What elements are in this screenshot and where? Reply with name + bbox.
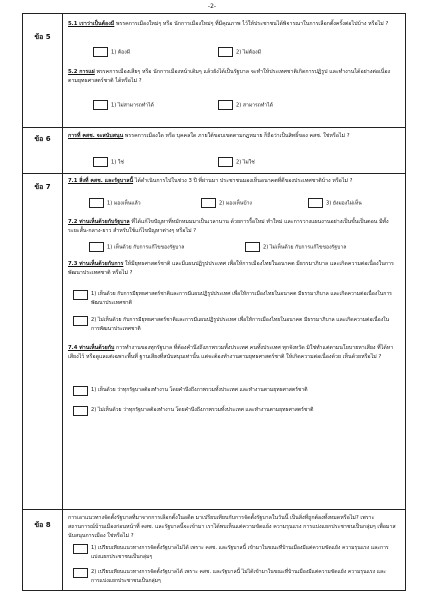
question-7-4-body: การทำงานของทุกรัฐบาล ที่ต้องคำนึงถึงภาพรวมทั้งประเทศ คนทั้งประเทศ ทุกจังหวัด มิใช่ทำแต่ตามนโยบายหาเสียง ที่ได้หาเสียงไว้ หรือดูแลแต่เฉพาะพื้นที่ ฐานเสียงที่สนับสนุนเท่านั้น แต่จะต้องทำงานตามยุทธศาสตร์ชาติ ให้เกิดความต่อเนื่องด้วย เห็นด้วยหรือไม่ ?: [68, 345, 394, 360]
checkbox[interactable]: [89, 198, 104, 208]
row-divider: [23, 127, 405, 128]
question-5-2-text: [68, 68, 400, 86]
question-8-number: ข้อ 8: [34, 521, 51, 529]
question-5-1-text: [68, 20, 400, 29]
question-5-1-body: พรรคการเมืองใหม่ๆ หรือ นักการเมืองใหม่ๆ ที่มีคุณภาพ ไว้ให้ประชาชนได้พิจารณาในการเลือกตั้งครั้งต่อไปบ้าง หรือไม่ ?: [116, 21, 389, 27]
question-7-3-body: ให้มียุทธศาสตร์ชาติ และมีแผนปฏิรูปประเทศ เพื่อให้การเมืองไทยในอนาคต มีธรรมาภิบาล และเกิดความต่อเนื่องในการพัฒนาประเทศชาติ หรือไม่ ?: [68, 261, 394, 276]
q6-option-1[interactable]: 1) ใช่: [93, 157, 124, 167]
question-7-3-text: [68, 260, 400, 278]
checkbox[interactable]: [93, 157, 108, 167]
checkbox[interactable]: [73, 406, 88, 416]
q7-1-option-1[interactable]: 1) มองเห็นแล้ว: [89, 198, 141, 208]
q7-4-option-1[interactable]: 1) เห็นด้วย ว่าทุกรัฐบาลต้องทำงาน โดยคำนึงถึงภาพรวมทั้งประเทศ และทำงานตามยุทธศาสตร์ชาติ: [73, 386, 393, 396]
checkbox[interactable]: [73, 290, 88, 300]
checkbox[interactable]: [218, 100, 233, 110]
checkbox[interactable]: [93, 47, 108, 57]
question-6-body: พรรคการเมืองใด หรือ บุคคลใด ภายใต้ขอบเขตตามกฎหมาย ก็ถือว่าเป็นสิทธิ์ของ คสช. ใช่หรือไม่ ?: [124, 133, 350, 139]
question-7-1-text: [68, 177, 400, 186]
question-7-3-head: 7.3 ท่านเห็นด้วยกับการ: [68, 261, 124, 267]
q8-option-1[interactable]: 1) เปรียบเทียบแนวทางการจัดตั้งรัฐบาลไม่ได้ เพราะ คสช. และรัฐบาลนี้ เข้ามาในขณะที่บ้านเมืองมีแต่ความขัดแย้ง ความรุนแรง และการแบ่งแยกประชาชนเป็นกลุ่มๆ: [73, 544, 393, 561]
q7-1-option-2[interactable]: 2) มองเห็นบ้าง: [201, 198, 252, 208]
checkbox[interactable]: [218, 157, 233, 167]
q8-option-2[interactable]: 2) เปรียบเทียบแนวทางการจัดตั้งรัฐบาลได้ เพราะ คสช. และรัฐบาลนี้ ไม่ได้เข้ามาในขณะที่บ้านเมืองมีแต่ความขัดแย้ง ความรุนแรง และการแบ่งแยกประชาชนเป็นกลุ่มๆ: [73, 568, 393, 585]
checkbox[interactable]: [73, 568, 88, 578]
checkbox[interactable]: [218, 47, 233, 57]
question-7-1-head: 7.1 สิ่งที่ คสช. และรัฐบาลนี้: [68, 178, 134, 184]
q5-1-option-2[interactable]: 2) ไม่ต้องมี: [218, 47, 261, 57]
question-7-1-body: ได้ดำเนินการไปในช่วง 3 ปี ที่ผ่านมา ประชาชนมองเห็นอนาคตที่ดีของประเทศชาติบ้าง หรือไม่ ?: [134, 178, 353, 184]
question-5-1-head: 5.1 เราว่าเป็นต้องมี: [68, 21, 115, 27]
question-5-number: ข้อ 5: [34, 33, 51, 41]
q5-2-option-2[interactable]: 2) สามารถทำได้: [218, 100, 273, 110]
q6-option-2[interactable]: 2) ไม่ใช่: [218, 157, 255, 167]
question-6-number: ข้อ 6: [34, 135, 51, 143]
row-divider: [23, 509, 405, 510]
questionnaire-table: [22, 13, 406, 591]
checkbox[interactable]: [73, 544, 88, 554]
checkbox[interactable]: [308, 198, 323, 208]
q7-3-option-2[interactable]: 2) ไม่เห็นด้วย กับการมียุทธศาสตร์ชาติและการมีแผนปฏิรูปประเทศ เพื่อให้การเมืองไทยในอนาคต มีธรรมาภิบาล และเกิดความต่อเนื่องในการพัฒนาประเทศชาติ: [73, 316, 393, 333]
question-6-text: [68, 132, 400, 141]
checkbox[interactable]: [201, 198, 216, 208]
column-divider: [62, 14, 63, 590]
row-divider: [23, 173, 405, 174]
question-7-number: ข้อ 7: [34, 183, 51, 191]
question-5-2-body: พรรคการเมืองเสียๆ หรือ นักการเมืองหน้าเดิมๆ แล้วยังได้เป็นรัฐบาล จะทำให้ประเทศชาติเกิดการปฏิรูป และทำงานได้อย่างต่อเนื่องตามยุทธศาสตร์ชาติ ได้หรือไม่ ?: [68, 69, 391, 84]
question-5-2-head: 5.2 การแผ่: [68, 69, 95, 75]
page-number: -2-: [207, 3, 217, 10]
q5-2-option-1[interactable]: 1) ไม่สามารถทำได้: [93, 100, 154, 110]
checkbox[interactable]: [245, 242, 260, 252]
question-7-2-head: 7.2 ท่านเห็นด้วยกับรัฐบาล: [68, 219, 130, 225]
q7-2-option-1[interactable]: 1) เห็นด้วย กับการแก้ไขของรัฐบาล: [89, 242, 184, 252]
checkbox[interactable]: [93, 100, 108, 110]
checkbox[interactable]: [73, 316, 88, 326]
q7-2-option-2[interactable]: 2) ไม่เห็นด้วย กับการแก้ไขของรัฐบาล: [245, 242, 346, 252]
q7-3-option-1[interactable]: 1) เห็นด้วย กับการมียุทธศาสตร์ชาติและการมีแผนปฏิรูปประเทศ เพื่อให้การเมืองไทยในอนาคต มีธรรมาภิบาล และเกิดความต่อเนื่องในการพัฒนาประเทศชาติ: [73, 290, 393, 307]
checkbox[interactable]: [89, 242, 104, 252]
q5-1-option-1[interactable]: 1) ต้องมี: [93, 47, 130, 57]
question-8-text: การเอาแนวทางจัดตั้งรัฐบาลที่มาจากการเลือกตั้งในอดีต มาเปรียบเทียบกับการจัดตั้งรัฐบาลในวันนี้ เป็นสิ่งที่ถูกต้องทั้งหมดหรือไม่? เพราะสถานการณ์บ้านเมืองก่อนหน้าที่ คสช. และรัฐบาลนี้จะเข้ามา เราได้พบเห็นแต่ความขัดแย้ง ความรุนแรง การแบ่งแยกประชาชนเป็นกลุ่มๆ เพื่อมาสนับสนุนการเมือง ใช่หรือไม่ ?: [68, 515, 396, 539]
q7-4-option-2[interactable]: 2) ไม่เห็นด้วย ว่าทุกรัฐบาลต้องทำงาน โดยคำนึงถึงภาพรวมทั้งประเทศ และทำงานตามยุทธศาสตร์ชาติ: [73, 406, 393, 416]
question-7-4-head: 7.4 ท่านเห็นด้วยกับ: [68, 345, 115, 351]
question-7-2-body: ที่ได้แก้ไขปัญหาที่หมักหมมมาเป็นเวลานาน ด้วยการรื้อใหม่ ทำใหม่ และการวางแผนงานอย่างเป็นขั้นเป็นตอน มีทั้งระยะสั้น-กลาง-ยาว สำหรับใช้แก้ไขปัญหาต่างๆ หรือไม่ ?: [68, 219, 389, 234]
question-7-4-text: [68, 344, 400, 362]
question-6-head: การที่ คสช. จะสนับสนุน: [68, 133, 124, 139]
question-7-2-text: [68, 218, 400, 236]
checkbox[interactable]: [73, 386, 88, 396]
q7-1-option-3[interactable]: 3) ยังมองไม่เห็น: [308, 198, 362, 208]
